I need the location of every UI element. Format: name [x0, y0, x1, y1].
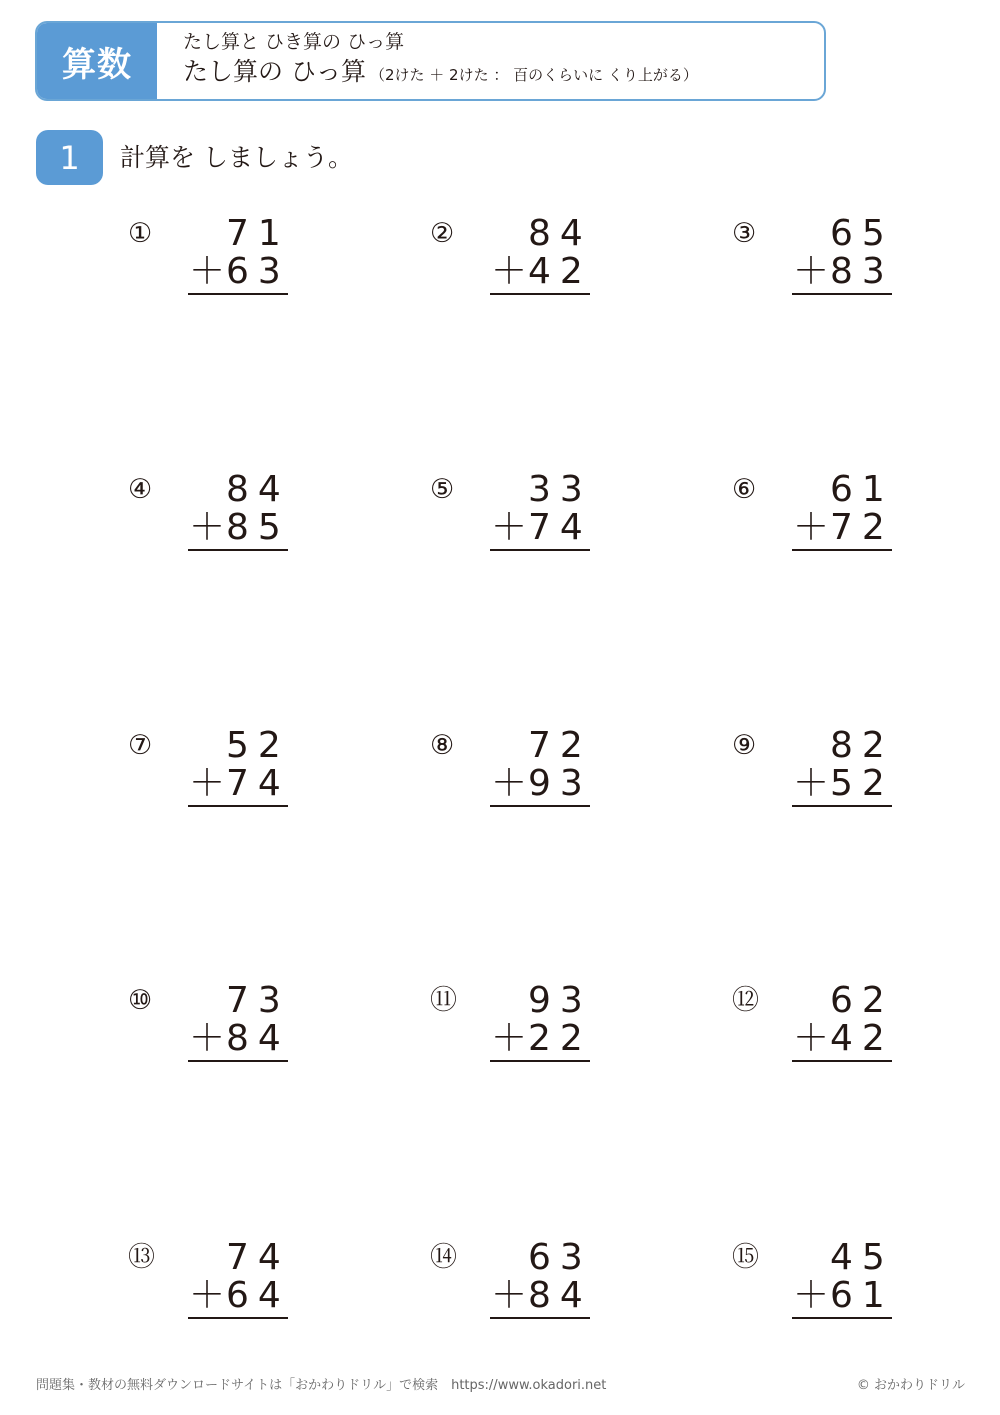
- problem-1: [128, 215, 288, 305]
- addition-row: [490, 253, 590, 295]
- bottom-number: 42: [528, 251, 592, 292]
- top-number: 74: [226, 1237, 290, 1278]
- problem-8: [430, 727, 590, 817]
- footer-site-info: 問題集・教材の無料ダウンロードサイトは「おかわりドリル」で検索 https://www.okadori.net: [36, 1378, 607, 1393]
- plus-sign: ＋: [792, 1018, 829, 1059]
- addition-row: [792, 1277, 892, 1319]
- problem-6: [732, 471, 892, 561]
- problem-label: ⑮: [732, 1242, 759, 1273]
- plus-sign: ＋: [792, 251, 829, 292]
- problem-label: ⑫: [732, 985, 759, 1016]
- bottom-number: 93: [528, 763, 592, 804]
- header-title-row: [183, 55, 698, 92]
- problem-label: ⑤: [430, 474, 455, 505]
- bottom-number: 84: [528, 1275, 592, 1316]
- plus-sign: ＋: [188, 251, 225, 292]
- addition-row: [792, 253, 892, 295]
- header-subtitle: たし算と ひき算の ひっ算: [183, 31, 405, 53]
- plus-sign: ＋: [792, 763, 829, 804]
- problem-label: ⑥: [732, 474, 757, 505]
- problem-label: ④: [128, 474, 153, 505]
- addition-row: [188, 1277, 288, 1319]
- plus-sign: ＋: [188, 507, 225, 548]
- bottom-number: 42: [830, 1018, 894, 1059]
- footer-copyright: © おかわりドリル: [856, 1378, 965, 1393]
- bottom-number: 52: [830, 763, 894, 804]
- problem-10: [128, 982, 288, 1072]
- bottom-number: 22: [528, 1018, 592, 1059]
- problem-7: [128, 727, 288, 817]
- top-number: 52: [226, 725, 290, 766]
- problem-2: [430, 215, 590, 305]
- bottom-number: 74: [528, 507, 592, 548]
- problem-12: [732, 982, 892, 1072]
- problem-label: ⑭: [430, 1242, 457, 1273]
- top-number: 63: [528, 1237, 592, 1278]
- bottom-number: 64: [226, 1275, 290, 1316]
- problem-label: ①: [128, 218, 153, 249]
- problem-4: [128, 471, 288, 561]
- addition-row: [792, 1020, 892, 1062]
- plus-sign: ＋: [490, 251, 527, 292]
- plus-sign: ＋: [490, 507, 527, 548]
- top-number: 73: [226, 980, 290, 1021]
- addition-row: [188, 509, 288, 551]
- addition-row: [490, 765, 590, 807]
- problem-label: ⑧: [430, 730, 455, 761]
- problem-label: ⑦: [128, 730, 153, 761]
- problem-label: ⑪: [430, 985, 457, 1016]
- top-number: 71: [226, 213, 290, 254]
- addition-row: [188, 253, 288, 295]
- problem-label: ⑬: [128, 1242, 155, 1273]
- bottom-number: 83: [830, 251, 894, 292]
- problem-9: [732, 727, 892, 817]
- problem-14: [430, 1239, 590, 1329]
- addition-row: [490, 509, 590, 551]
- section-number: 1: [36, 130, 103, 185]
- subject-badge: 算数: [37, 23, 157, 99]
- bottom-number: 85: [226, 507, 290, 548]
- plus-sign: ＋: [792, 1275, 829, 1316]
- problem-3: [732, 215, 892, 305]
- bottom-number: 74: [226, 763, 290, 804]
- problem-15: [732, 1239, 892, 1329]
- problem-label: ②: [430, 218, 455, 249]
- top-number: 82: [830, 725, 894, 766]
- bottom-number: 84: [226, 1018, 290, 1059]
- problem-label: ③: [732, 218, 757, 249]
- top-number: 72: [528, 725, 592, 766]
- top-number: 84: [528, 213, 592, 254]
- plus-sign: ＋: [490, 1018, 527, 1059]
- top-number: 62: [830, 980, 894, 1021]
- addition-row: [792, 509, 892, 551]
- top-number: 65: [830, 213, 894, 254]
- worksheet-header: [35, 21, 826, 101]
- addition-row: [792, 765, 892, 807]
- addition-row: [490, 1277, 590, 1319]
- plus-sign: ＋: [490, 763, 527, 804]
- bottom-number: 63: [226, 251, 290, 292]
- header-text: [183, 29, 698, 92]
- header-note: （2けた ＋ 2けた ： 百のくらいに くり上がる）: [369, 66, 698, 84]
- problem-label: ⑩: [128, 985, 153, 1016]
- header-title: たし算の ひっ算: [183, 57, 366, 86]
- problem-11: [430, 982, 590, 1072]
- top-number: 33: [528, 469, 592, 510]
- top-number: 61: [830, 469, 894, 510]
- instruction-text: 計算を しましょう。: [120, 143, 353, 172]
- problem-13: [128, 1239, 288, 1329]
- bottom-number: 72: [830, 507, 894, 548]
- plus-sign: ＋: [188, 1018, 225, 1059]
- plus-sign: ＋: [792, 507, 829, 548]
- addition-row: [490, 1020, 590, 1062]
- addition-row: [188, 1020, 288, 1062]
- problem-5: [430, 471, 590, 561]
- bottom-number: 61: [830, 1275, 894, 1316]
- top-number: 93: [528, 980, 592, 1021]
- addition-row: [188, 765, 288, 807]
- plus-sign: ＋: [188, 763, 225, 804]
- problem-label: ⑨: [732, 730, 757, 761]
- top-number: 84: [226, 469, 290, 510]
- top-number: 45: [830, 1237, 894, 1278]
- plus-sign: ＋: [490, 1275, 527, 1316]
- plus-sign: ＋: [188, 1275, 225, 1316]
